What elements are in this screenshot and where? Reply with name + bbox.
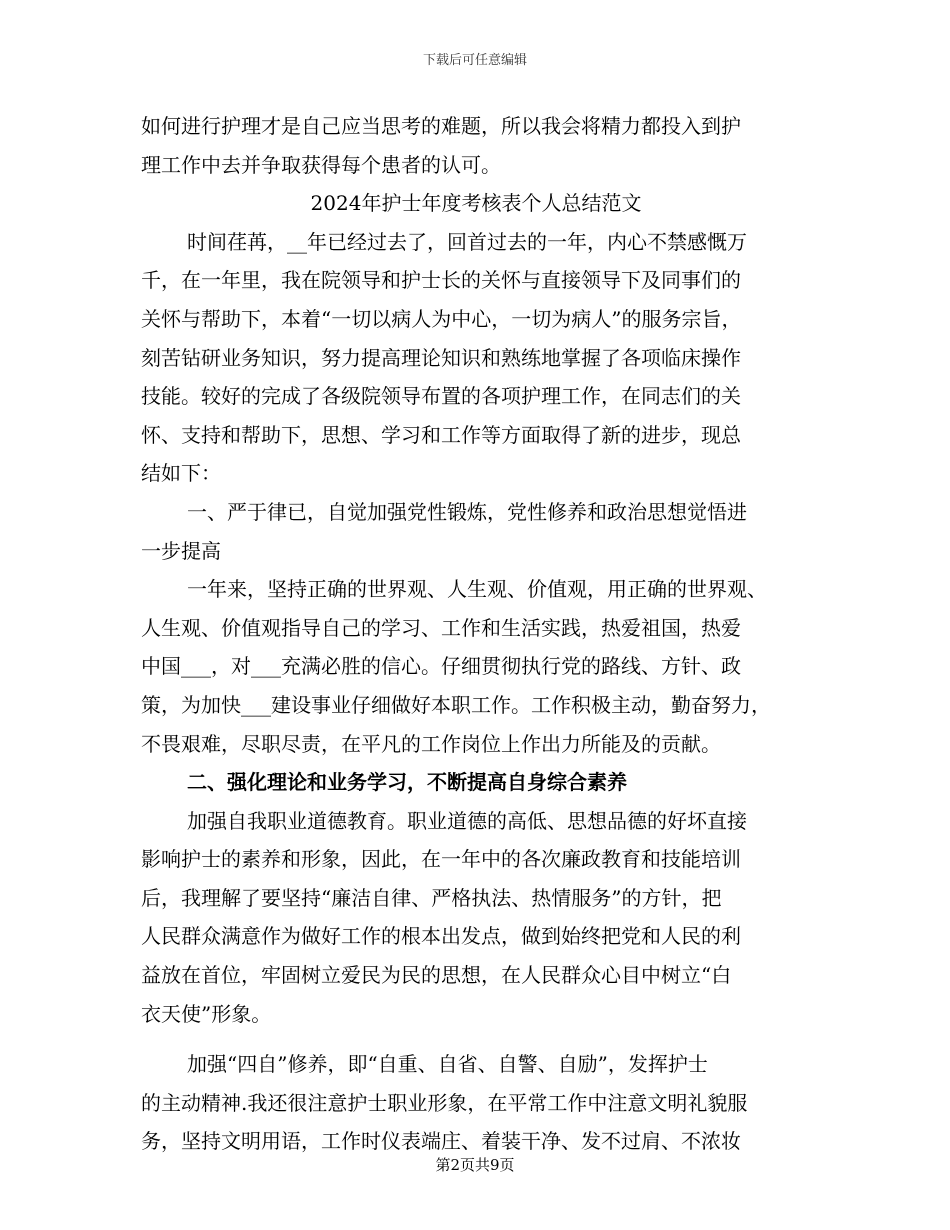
page-number: 第2页共9页 xyxy=(435,1156,515,1174)
body-line: 刻苦钻研业务知识，努力提高理论知识和熟练地掌握了各项临床操作 xyxy=(141,345,741,370)
body-line: 一年来，坚持正确的世界观、人生观、价值观，用正确的世界观、 xyxy=(187,577,767,602)
body-line: 怀、支持和帮助下，思想、学习和工作等方面取得了新的进步，现总 xyxy=(141,422,741,447)
body-line: 千，在一年里，我在院领导和护士长的关怀与直接领导下及同事们的 xyxy=(141,268,741,293)
body-line: 不畏艰难，尽职尽责，在平凡的工作岗位上作出力所能及的贡献。 xyxy=(141,731,721,756)
body-line: 策，为加快___建设事业仔细做好本职工作。工作积极主动，勤奋努力， xyxy=(141,692,771,717)
body-line: 衣天使”形象。 xyxy=(141,1001,272,1026)
body-line: 务，坚持文明用语，工作时仪表端庄、着装干净、发不过肩、不浓妆 xyxy=(141,1129,741,1154)
section-heading-2: 二、强化理论和业务学习，不断提高自身综合素养 xyxy=(187,770,627,795)
document-body xyxy=(141,107,811,1161)
body-line: 人民群众满意作为做好工作的根本出发点，做到始终把党和人民的利 xyxy=(141,924,741,949)
body-line: 益放在首位，牢固树立爱民为民的思想，在人民群众心目中树立“白 xyxy=(141,963,732,988)
body-line: 影响护士的素养和形象，因此，在一年中的各次廉政教育和技能培训 xyxy=(141,847,741,872)
paragraph-gap xyxy=(141,1033,811,1045)
body-line: 时间荏苒，__年已经过去了，回首过去的一年，内心不禁感慨万 xyxy=(187,229,747,254)
body-line: 技能。较好的完成了各级院领导布置的各项护理工作，在同志们的关 xyxy=(141,384,741,409)
body-line: 关怀与帮助下，本着“一切以病人为中心，一切为病人”的服务宗旨， xyxy=(141,306,742,331)
section-heading-1: 一、严于律已，自觉加强党性锻炼，党性修养和政治思想觉悟进 xyxy=(187,499,747,524)
body-line: 如何进行护理才是自己应当思考的难题，所以我会将精力都投入到护 xyxy=(141,114,741,138)
body-line: 加强“四自”修养，即“自重、自省、自警、自励”，发挥护士 xyxy=(187,1052,708,1077)
body-line: 的主动精神.我还很注意护士职业形象，在平常工作中注意文明礼貌服 xyxy=(141,1090,748,1115)
body-line: 中国___，对___充满必胜的信心。仔细贯彻执行党的路线、方针、政 xyxy=(141,654,741,679)
body-line: 后，我理解了要坚持“廉洁自律、严格执法、热情服务”的方针，把 xyxy=(141,885,722,910)
document-title: 2024年护士年度考核表个人总结范文 xyxy=(310,191,642,216)
body-line: 理工作中去并争取获得每个患者的认可。 xyxy=(141,152,501,177)
section-heading-1-continued: 一步提高 xyxy=(141,538,221,563)
body-line: 结如下： xyxy=(141,461,221,486)
page-header: 下载后可任意编辑 xyxy=(422,53,527,68)
body-line: 加强自我职业道德教育。职业道德的高低、思想品德的好坏直接 xyxy=(187,808,747,833)
body-line: 人生观、价值观指导自己的学习、工作和生活实践，热爱祖国，热爱 xyxy=(141,615,741,640)
